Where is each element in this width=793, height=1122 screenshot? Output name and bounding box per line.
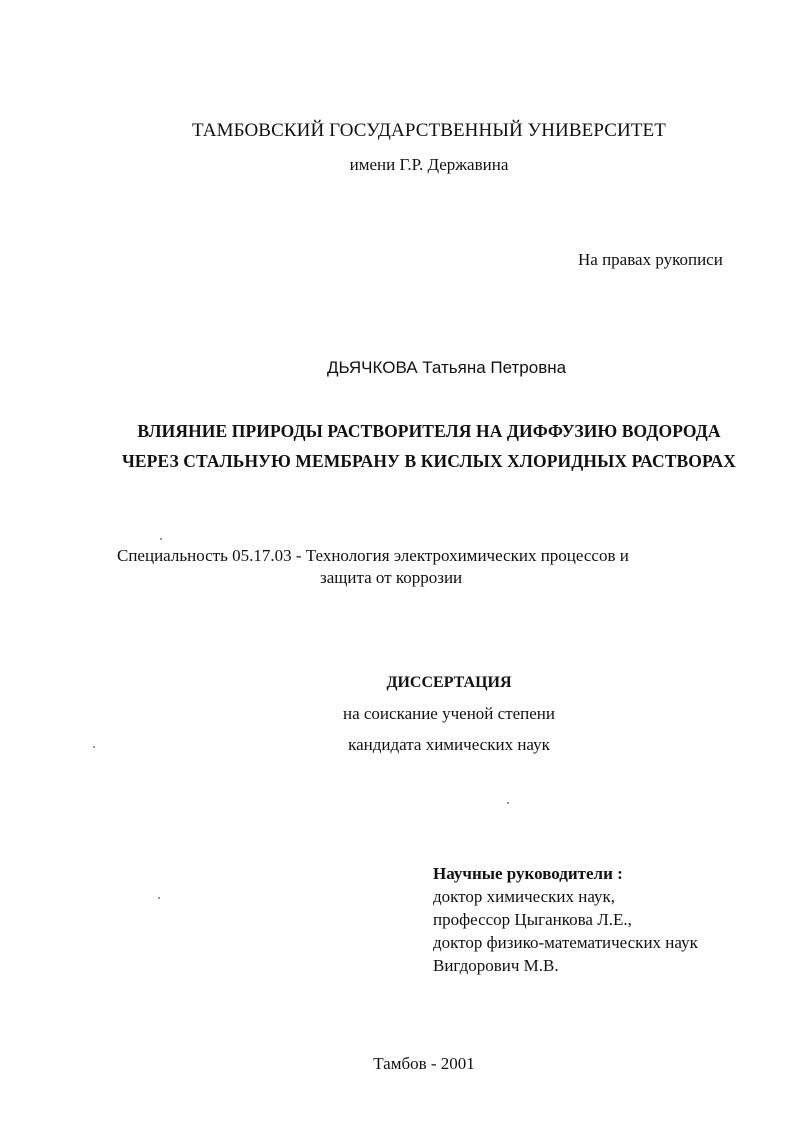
supervisor-line: Вигдорович М.В. <box>433 956 559 975</box>
university-named-after: имени Г.Р. Державина <box>349 155 509 174</box>
university-name: ТАМБОВСКИЙ ГОСУДАРСТВЕННЫЙ УНИВЕРСИТЕТ <box>192 120 666 141</box>
dissertation-degree-line-1: на соискание ученой степени <box>342 704 556 723</box>
specialty-line-2: защита от коррозии <box>320 568 463 587</box>
supervisor-line: доктор физико-математических наук <box>433 933 698 952</box>
supervisor-line: профессор Цыганкова Л.Е., <box>433 910 632 929</box>
specialty-line-1: Специальность 05.17.03 - Технология электрохимических процессов и <box>117 546 629 565</box>
manuscript-note: На правах рукописи <box>578 250 723 269</box>
scan-speck <box>160 538 162 540</box>
supervisor-line: доктор химических наук, <box>433 887 616 906</box>
supervisors-block <box>433 862 698 977</box>
dissertation-heading: ДИССЕРТАЦИЯ <box>386 674 512 691</box>
supervisors-heading: Научные руководители : <box>433 864 623 883</box>
city-year: Тамбов - 2001 <box>373 1054 475 1073</box>
scan-speck <box>93 746 95 748</box>
thesis-title-line-2: ЧЕРЕЗ СТАЛЬНУЮ МЕМБРАНУ В КИСЛЫХ ХЛОРИДНЫХ РАСТВОРАХ <box>121 451 737 471</box>
scan-speck <box>158 897 160 899</box>
dissertation-degree-line-2: кандидата химических наук <box>348 735 550 754</box>
thesis-title-line-1: ВЛИЯНИЕ ПРИРОДЫ РАСТВОРИТЕЛЯ НА ДИФФУЗИЮ ВОДОРОДА <box>137 421 721 441</box>
scan-speck <box>507 802 509 804</box>
author-name: ДЬЯЧКОВА Татьяна Петровна <box>327 358 567 377</box>
